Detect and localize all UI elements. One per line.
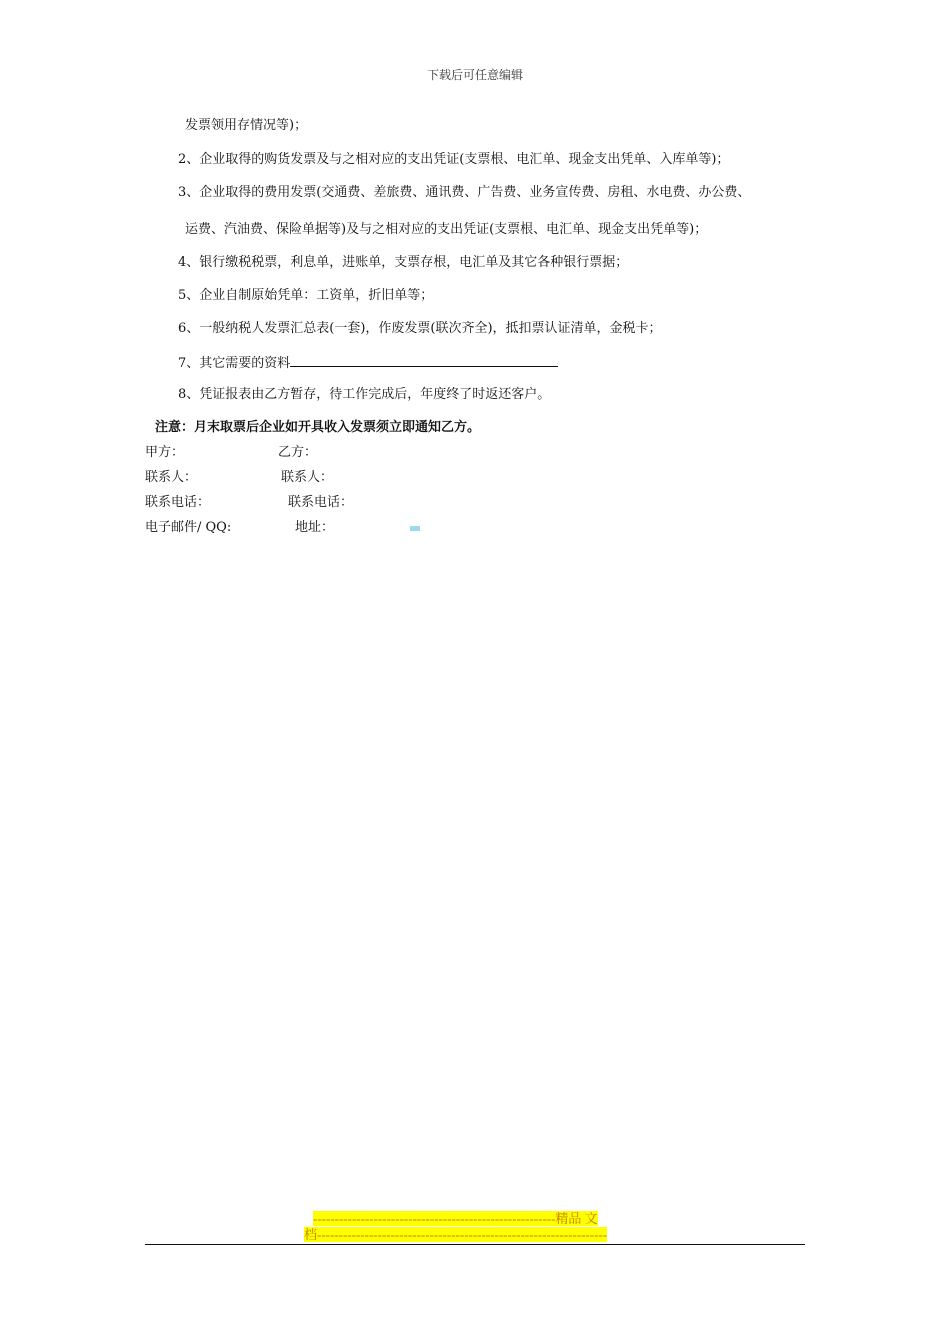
notice-text: 注意：月末取票后企业如开具收入发票须立即通知乙方。: [155, 420, 481, 435]
list-item-3: 3、企业取得的费用发票(交通费、差旅费、通讯费、广告费、业务宣传费、房租、水电费、办公费、: [178, 185, 751, 200]
party-a-label: 甲方：: [145, 445, 185, 460]
footer-line-1-text: --------------------------------------------------------精品 文: [313, 1211, 598, 1226]
party-a-contact-label: 联系人：: [145, 470, 198, 485]
party-b-contact-label: 联系人：: [281, 470, 334, 485]
page-header: 下载后可任意编辑: [426, 68, 523, 82]
list-item-7-label: 7、其它需要的资料: [178, 356, 291, 371]
list-item-6: 6、一般纳税人发票汇总表(一套)，作废发票(联次齐全)，抵扣票认证清单，金税卡；: [178, 321, 662, 336]
party-b-label: 乙方：: [278, 445, 318, 460]
footer-rule: [145, 1244, 805, 1245]
list-item-2: 2、企业取得的购货发票及与之相对应的支出凭证(支票根、电汇单、现金支出凭单、入库单等)；: [178, 152, 730, 167]
list-item-4: 4、银行缴税税票，利息单，进账单，支票存根，电汇单及其它各种银行票据；: [178, 255, 629, 270]
party-b-address-label: 地址：: [295, 520, 335, 535]
list-item-5: 5、企业自制原始凭单：工资单，折旧单等；: [178, 288, 434, 303]
list-item-7: [178, 353, 558, 373]
list-item-3-continuation: 运费、汽油费、保险单据等)及与之相对应的支出凭证(支票根、电汇单、现金支出凭单等)；: [185, 222, 708, 237]
footer-line-2: [304, 1227, 607, 1243]
party-a-phone-label: 联系电话：: [145, 495, 211, 510]
party-b-phone-label: 联系电话：: [288, 495, 354, 510]
list-item-8: 8、凭证报表由乙方暂存，待工作完成后，年度终了时返还客户。: [178, 387, 551, 402]
footer-line-2-text: 档-------------------------------------------------------------------: [304, 1227, 608, 1242]
other-materials-blank: [290, 353, 558, 367]
highlight-marker: [410, 526, 420, 531]
footer-line-1: [313, 1211, 598, 1227]
party-a-email-label: 电子邮件/ QQ:: [145, 520, 232, 535]
list-item-1-continuation: 发票领用存情况等)；: [185, 118, 308, 133]
